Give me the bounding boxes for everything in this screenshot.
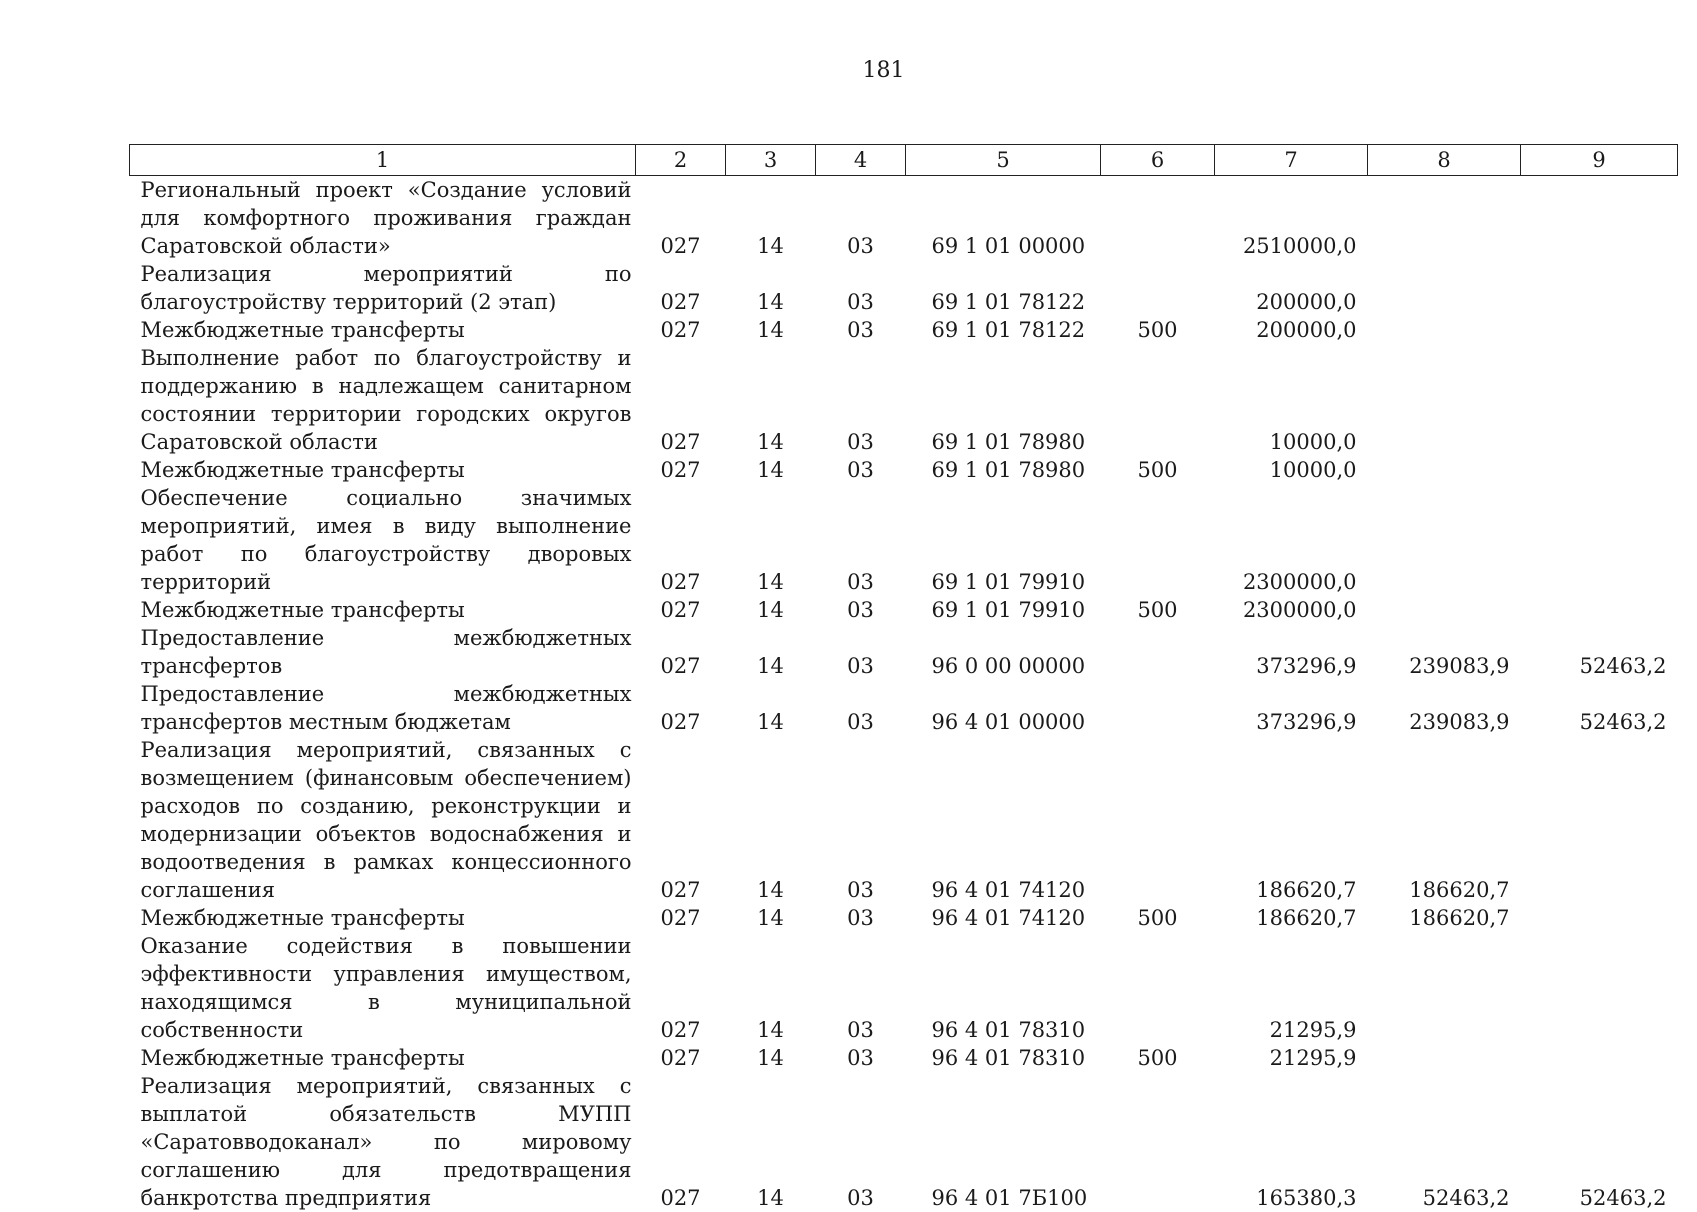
row-name-cell: Межбюджетные трансферты xyxy=(130,596,636,624)
col8-amount-cell: 186620,7 xyxy=(1368,904,1521,932)
code-cell: 96 4 01 78310 xyxy=(906,1044,1101,1072)
budget-table xyxy=(129,144,1678,1212)
table-row xyxy=(130,1072,1678,1212)
col2-cell: 027 xyxy=(636,316,726,344)
code-cell: 96 0 00 00000 xyxy=(906,624,1101,680)
col4-cell: 03 xyxy=(816,1072,906,1212)
col6-cell xyxy=(1101,1072,1215,1212)
col2-cell: 027 xyxy=(636,456,726,484)
row-name-cell: Реализация мероприятий по благоустройству территорий (2 этап) xyxy=(130,260,636,316)
column-header: 6 xyxy=(1101,145,1215,176)
table-row xyxy=(130,344,1678,456)
col3-cell: 14 xyxy=(726,316,816,344)
col8-amount-cell: 239083,9 xyxy=(1368,680,1521,736)
col8-amount-cell xyxy=(1368,1044,1521,1072)
code-cell: 69 1 01 78980 xyxy=(906,456,1101,484)
col9-amount-cell xyxy=(1521,904,1678,932)
table-row xyxy=(130,456,1678,484)
column-header: 3 xyxy=(726,145,816,176)
col4-cell: 03 xyxy=(816,456,906,484)
code-cell: 69 1 01 78122 xyxy=(906,260,1101,316)
col7-amount-cell: 186620,7 xyxy=(1215,904,1368,932)
col3-cell: 14 xyxy=(726,344,816,456)
col7-amount-cell: 2300000,0 xyxy=(1215,596,1368,624)
table-body xyxy=(130,176,1678,1212)
col4-cell: 03 xyxy=(816,596,906,624)
col3-cell: 14 xyxy=(726,596,816,624)
column-header: 4 xyxy=(816,145,906,176)
row-name-cell: Реализация мероприятий, связанных с возмещением (финансовым обеспечением) расходов по созданию, реконструкции и модернизации объектов водоснабжения и водоотведения в рамках концессионного соглашения xyxy=(130,736,636,904)
col7-amount-cell: 165380,3 xyxy=(1215,1072,1368,1212)
col8-amount-cell xyxy=(1368,316,1521,344)
code-cell: 69 1 01 00000 xyxy=(906,176,1101,261)
col3-cell: 14 xyxy=(726,1072,816,1212)
col9-amount-cell: 52463,2 xyxy=(1521,1072,1678,1212)
col6-cell xyxy=(1101,260,1215,316)
row-name-cell: Предоставление межбюджетных трансфертов xyxy=(130,624,636,680)
row-name-cell: Межбюджетные трансферты xyxy=(130,456,636,484)
col7-amount-cell: 21295,9 xyxy=(1215,932,1368,1044)
column-header: 8 xyxy=(1368,145,1521,176)
table-row xyxy=(130,484,1678,596)
page-number: 181 xyxy=(0,58,1697,83)
col6-cell xyxy=(1101,736,1215,904)
col9-amount-cell xyxy=(1521,176,1678,261)
col8-amount-cell xyxy=(1368,176,1521,261)
col9-amount-cell xyxy=(1521,344,1678,456)
row-name-cell: Предоставление межбюджетных трансфертов местным бюджетам xyxy=(130,680,636,736)
row-name-cell: Оказание содействия в повышении эффективности управления имуществом, находящимся в муниципальной собственности xyxy=(130,932,636,1044)
row-name-cell: Обеспечение социально значимых мероприятий, имея в виду выполнение работ по благоустройству дворовых территорий xyxy=(130,484,636,596)
col4-cell: 03 xyxy=(816,484,906,596)
col6-cell xyxy=(1101,680,1215,736)
col2-cell: 027 xyxy=(636,260,726,316)
col7-amount-cell: 373296,9 xyxy=(1215,624,1368,680)
col4-cell: 03 xyxy=(816,904,906,932)
col3-cell: 14 xyxy=(726,456,816,484)
table-row xyxy=(130,904,1678,932)
col8-amount-cell xyxy=(1368,344,1521,456)
col4-cell: 03 xyxy=(816,260,906,316)
col4-cell: 03 xyxy=(816,736,906,904)
col9-amount-cell xyxy=(1521,736,1678,904)
col8-amount-cell: 52463,2 xyxy=(1368,1072,1521,1212)
col9-amount-cell xyxy=(1521,260,1678,316)
col2-cell: 027 xyxy=(636,680,726,736)
col6-cell xyxy=(1101,484,1215,596)
col3-cell: 14 xyxy=(726,680,816,736)
col8-amount-cell xyxy=(1368,484,1521,596)
col6-cell: 500 xyxy=(1101,456,1215,484)
col9-amount-cell xyxy=(1521,1044,1678,1072)
col7-amount-cell: 200000,0 xyxy=(1215,260,1368,316)
table-row xyxy=(130,736,1678,904)
col7-amount-cell: 10000,0 xyxy=(1215,344,1368,456)
col8-amount-cell xyxy=(1368,932,1521,1044)
row-name-cell: Реализация мероприятий, связанных с выплатой обязательств МУПП «Саратовводоканал» по мировому соглашению для предотвращения банкротства предприятия xyxy=(130,1072,636,1212)
col6-cell xyxy=(1101,624,1215,680)
code-cell: 69 1 01 78122 xyxy=(906,316,1101,344)
col3-cell: 14 xyxy=(726,932,816,1044)
table-row xyxy=(130,624,1678,680)
col4-cell: 03 xyxy=(816,932,906,1044)
col2-cell: 027 xyxy=(636,932,726,1044)
col3-cell: 14 xyxy=(726,1044,816,1072)
col6-cell: 500 xyxy=(1101,596,1215,624)
table-row xyxy=(130,1044,1678,1072)
row-name-cell: Межбюджетные трансферты xyxy=(130,316,636,344)
col6-cell: 500 xyxy=(1101,1044,1215,1072)
col7-amount-cell: 21295,9 xyxy=(1215,1044,1368,1072)
col2-cell: 027 xyxy=(636,484,726,596)
table-row xyxy=(130,596,1678,624)
col9-amount-cell xyxy=(1521,316,1678,344)
col2-cell: 027 xyxy=(636,736,726,904)
code-cell: 96 4 01 7Б100 xyxy=(906,1072,1101,1212)
col8-amount-cell xyxy=(1368,260,1521,316)
col8-amount-cell xyxy=(1368,596,1521,624)
col3-cell: 14 xyxy=(726,624,816,680)
col7-amount-cell: 2300000,0 xyxy=(1215,484,1368,596)
col4-cell: 03 xyxy=(816,1044,906,1072)
code-cell: 69 1 01 79910 xyxy=(906,596,1101,624)
row-name-cell: Межбюджетные трансферты xyxy=(130,904,636,932)
col2-cell: 027 xyxy=(636,176,726,261)
col7-amount-cell: 186620,7 xyxy=(1215,736,1368,904)
col2-cell: 027 xyxy=(636,624,726,680)
col6-cell xyxy=(1101,344,1215,456)
code-cell: 96 4 01 78310 xyxy=(906,932,1101,1044)
col2-cell: 027 xyxy=(636,1044,726,1072)
col8-amount-cell: 239083,9 xyxy=(1368,624,1521,680)
table-row xyxy=(130,176,1678,261)
col6-cell: 500 xyxy=(1101,904,1215,932)
col4-cell: 03 xyxy=(816,176,906,261)
col4-cell: 03 xyxy=(816,316,906,344)
code-cell: 96 4 01 74120 xyxy=(906,904,1101,932)
table-header-row xyxy=(130,145,1678,176)
col9-amount-cell xyxy=(1521,596,1678,624)
col9-amount-cell xyxy=(1521,456,1678,484)
col2-cell: 027 xyxy=(636,596,726,624)
col3-cell: 14 xyxy=(726,904,816,932)
code-cell: 69 1 01 79910 xyxy=(906,484,1101,596)
col7-amount-cell: 200000,0 xyxy=(1215,316,1368,344)
col9-amount-cell: 52463,2 xyxy=(1521,624,1678,680)
col3-cell: 14 xyxy=(726,484,816,596)
col7-amount-cell: 10000,0 xyxy=(1215,456,1368,484)
col9-amount-cell xyxy=(1521,932,1678,1044)
row-name-cell: Межбюджетные трансферты xyxy=(130,1044,636,1072)
column-header: 9 xyxy=(1521,145,1678,176)
column-header: 2 xyxy=(636,145,726,176)
table-row xyxy=(130,260,1678,316)
col7-amount-cell: 2510000,0 xyxy=(1215,176,1368,261)
row-name-cell: Региональный проект «Создание условий для комфортного проживания граждан Саратовской области» xyxy=(130,176,636,261)
column-header: 5 xyxy=(906,145,1101,176)
col9-amount-cell: 52463,2 xyxy=(1521,680,1678,736)
col6-cell: 500 xyxy=(1101,316,1215,344)
col6-cell xyxy=(1101,932,1215,1044)
col8-amount-cell: 186620,7 xyxy=(1368,736,1521,904)
row-name-cell: Выполнение работ по благоустройству и поддержанию в надлежащем санитарном состоянии территории городских округов Саратовской области xyxy=(130,344,636,456)
column-header: 1 xyxy=(130,145,636,176)
column-header: 7 xyxy=(1215,145,1368,176)
col2-cell: 027 xyxy=(636,1072,726,1212)
table-row xyxy=(130,932,1678,1044)
code-cell: 69 1 01 78980 xyxy=(906,344,1101,456)
col3-cell: 14 xyxy=(726,736,816,904)
col2-cell: 027 xyxy=(636,904,726,932)
col7-amount-cell: 373296,9 xyxy=(1215,680,1368,736)
code-cell: 96 4 01 74120 xyxy=(906,736,1101,904)
col4-cell: 03 xyxy=(816,624,906,680)
col4-cell: 03 xyxy=(816,344,906,456)
table-row xyxy=(130,316,1678,344)
code-cell: 96 4 01 00000 xyxy=(906,680,1101,736)
table-row xyxy=(130,680,1678,736)
col8-amount-cell xyxy=(1368,456,1521,484)
col3-cell: 14 xyxy=(726,260,816,316)
col6-cell xyxy=(1101,176,1215,261)
col9-amount-cell xyxy=(1521,484,1678,596)
col3-cell: 14 xyxy=(726,176,816,261)
col4-cell: 03 xyxy=(816,680,906,736)
col2-cell: 027 xyxy=(636,344,726,456)
